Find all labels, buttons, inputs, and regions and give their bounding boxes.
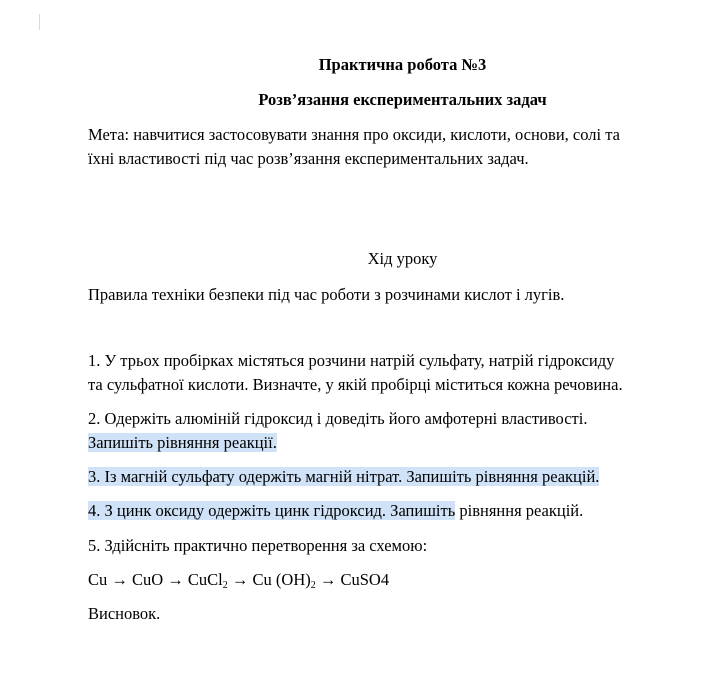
task-2-line-1: 2. Одержіть алюміній гідроксид і доведіть його амфотерні властивості. bbox=[88, 409, 588, 428]
goal-line-2: їхні властивості під час розв’язання експериментальних задач. bbox=[88, 149, 529, 168]
reaction-scheme bbox=[88, 567, 708, 592]
task-2-line-2 bbox=[88, 430, 708, 455]
scheme-part-1: Cu → CuO → CuCl bbox=[88, 570, 223, 589]
safety-rules: Правила техніки безпеки під час роботи з розчинами кислот і лугів. bbox=[88, 285, 565, 304]
task-3-line-1 bbox=[88, 464, 708, 489]
section-heading: Хід уроку bbox=[367, 249, 438, 268]
task-1-line-1: 1. У трьох пробірках містяться розчини натрій сульфату, натрій гідроксиду bbox=[88, 351, 615, 370]
document-subtitle: Розв’язання експериментальних задач bbox=[258, 90, 547, 109]
task-4-rest: рівняння реакцій. bbox=[455, 501, 584, 520]
scheme-part-3: → CuSO4 bbox=[315, 570, 390, 589]
task-5-line-1: 5. Здійсніть практично перетворення за схемою: bbox=[88, 536, 428, 555]
scheme-subscript-2: 2 bbox=[310, 580, 316, 591]
conclusion: Висновок. bbox=[88, 604, 161, 623]
task-1-line-2: та сульфатної кислоти. Визначте, у якій пробірці міститься кожна речовина. bbox=[88, 375, 623, 394]
text-cursor-mark bbox=[39, 14, 40, 30]
task-2-highlight: Запишіть рівняння реакції. bbox=[88, 433, 277, 452]
task-4-line-1 bbox=[88, 498, 708, 523]
task-4-highlight: 4. З цинк оксиду одержіть цинк гідроксид. Запишіть bbox=[88, 501, 456, 520]
task-3-highlight: 3. Із магній сульфату одержіть магній нітрат. Запишіть рівняння реакцій. bbox=[88, 467, 600, 486]
scheme-subscript-1: 2 bbox=[222, 580, 228, 591]
goal-line-1: Мета: навчитися застосовувати знання про оксиди, кислоти, основи, солі та bbox=[88, 125, 620, 144]
scheme-part-2: → Cu (OH) bbox=[227, 570, 311, 589]
document-title: Практична робота №3 bbox=[318, 55, 487, 74]
